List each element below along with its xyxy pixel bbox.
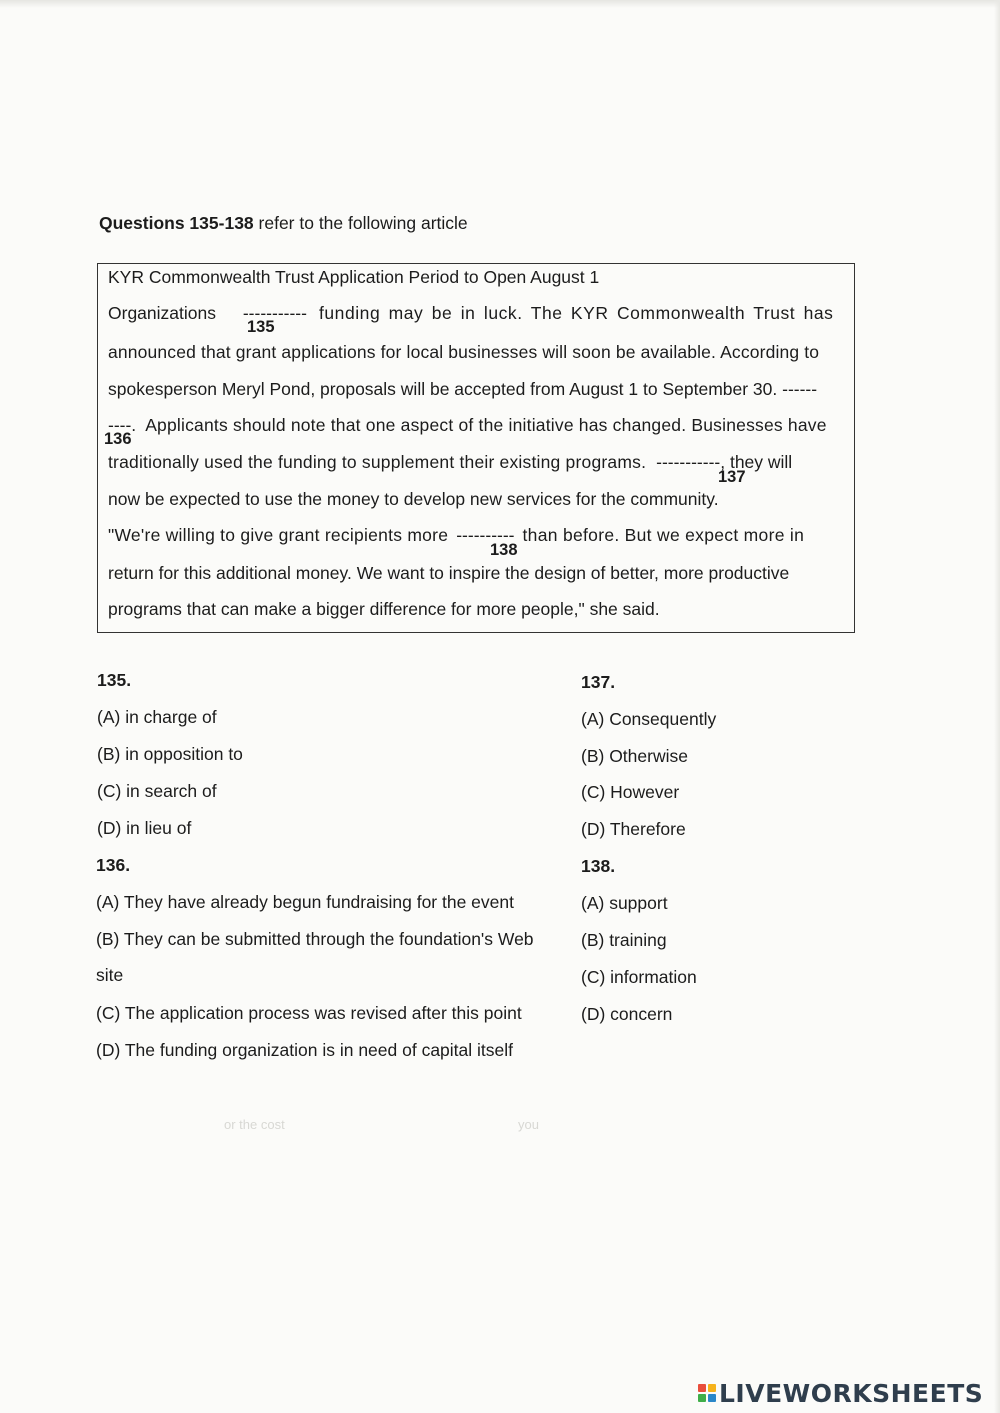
- logo-square-yellow: [708, 1384, 716, 1392]
- blank-number-136: 136: [104, 430, 132, 448]
- article-line-2: announced that grant applications for local businesses will soon be available. According to: [108, 342, 820, 362]
- option-136-d[interactable]: (D) The funding organization is in need of capital itself: [96, 1040, 514, 1060]
- instructions-bold: Questions 135-138: [99, 213, 254, 233]
- option-138-c[interactable]: (C) information: [581, 967, 697, 987]
- option-138-d[interactable]: (D) concern: [581, 1004, 673, 1024]
- blank-number-135: 135: [247, 318, 275, 336]
- blank-137[interactable]: -----------, they will: [656, 452, 793, 472]
- option-135-d[interactable]: (D) in lieu of: [97, 818, 192, 838]
- option-135-b[interactable]: (B) in opposition to: [97, 744, 243, 764]
- option-137-d[interactable]: (D) Therefore: [581, 819, 686, 839]
- option-136-b-continued: site: [96, 965, 124, 985]
- logo-square-blue: [708, 1394, 716, 1402]
- option-138-a[interactable]: (A) support: [581, 893, 668, 913]
- option-136-a[interactable]: (A) They have already begun fundraising for the event: [96, 892, 514, 912]
- liveworksheets-brand: [698, 1378, 983, 1408]
- blank-136[interactable]: ----.: [108, 415, 137, 435]
- question-138-number: 138.: [581, 856, 616, 876]
- option-136-c[interactable]: (C) The application process was revised after this point: [96, 1003, 522, 1023]
- blank-135[interactable]: -----------: [242, 303, 307, 323]
- article-line-1: [108, 303, 848, 324]
- option-137-c[interactable]: (C) However: [581, 782, 680, 802]
- option-136-b[interactable]: (B) They can be submitted through the foundation's Web: [96, 929, 534, 949]
- scan-top-edge: [0, 0, 1000, 8]
- question-137-number: 137.: [581, 672, 616, 692]
- option-135-a[interactable]: (A) in charge of: [97, 707, 217, 727]
- question-135-number: 135.: [97, 670, 132, 690]
- article-text: "We're willing to give grant recipients more: [108, 525, 449, 545]
- logo-square-red: [698, 1384, 706, 1392]
- article-text: Applicants should note that one aspect of the initiative has changed. Businesses have: [145, 415, 827, 435]
- blank-138[interactable]: ----------: [456, 525, 515, 545]
- article-line-4: [108, 415, 848, 436]
- option-138-b[interactable]: (B) training: [581, 930, 667, 950]
- bleed-through-text: or the cost: [224, 1117, 285, 1132]
- brand-text: LIVEWORKSHEETS: [719, 1378, 984, 1408]
- scan-right-edge: [994, 0, 1000, 1413]
- instructions: [99, 213, 468, 234]
- article-line-8: return for this additional money. We want to inspire the design of better, more productive: [108, 563, 790, 583]
- article-line-9: programs that can make a bigger difference for more people," she said.: [108, 599, 660, 619]
- article-line-6: now be expected to use the money to develop new services for the community.: [108, 489, 719, 509]
- article-line-3: spokesperson Meryl Pond, proposals will be accepted from August 1 to September 30. ------: [108, 379, 818, 399]
- blank-number-138: 138: [490, 541, 518, 559]
- logo-square-green: [698, 1394, 706, 1402]
- option-137-b[interactable]: (B) Otherwise: [581, 746, 688, 766]
- article-text: than before. But we expect more in: [522, 525, 805, 545]
- article-text: traditionally used the funding to supplement their existing programs.: [108, 452, 647, 472]
- article-text: Organizations: [108, 303, 216, 323]
- instructions-rest: refer to the following article: [253, 213, 468, 233]
- article-line-7: [108, 525, 848, 546]
- article-title: KYR Commonwealth Trust Application Period to Open August 1: [108, 267, 600, 287]
- article-box: [97, 263, 855, 633]
- question-136-number: 136.: [96, 855, 131, 875]
- liveworksheets-logo-icon: [698, 1384, 716, 1402]
- bleed-through-text: you: [518, 1117, 539, 1132]
- option-135-c[interactable]: (C) in search of: [97, 781, 217, 801]
- blank-number-137: 137: [718, 468, 746, 486]
- article-text: funding may be in luck. The KYR Commonwealth Trust has: [318, 303, 834, 323]
- option-137-a[interactable]: (A) Consequently: [581, 709, 717, 729]
